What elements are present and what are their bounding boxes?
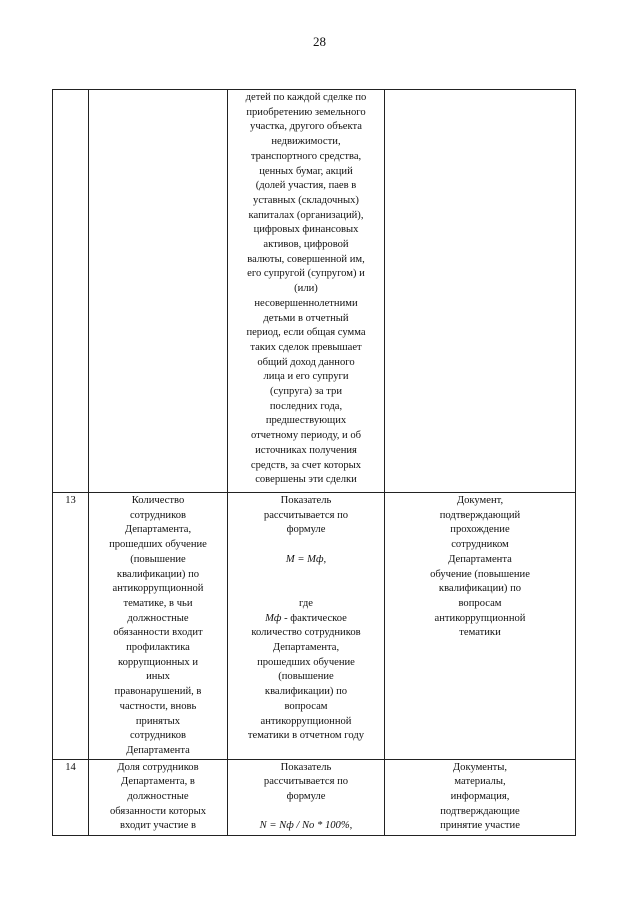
formula: N = Nф / No * 100%, — [259, 820, 353, 832]
calculation-method-cell: детей по каждой сделке по приобретению земельного участка, другого объекта недвижимости, транспортного средства, ценных бумаг, акций (долей участия, паев в уставных (складочных) капиталах (организаций), цифровых финансовых активов, цифровой валюты, совершенной им, его супругой (супругом) и (или) несовершеннолетними детьми в отчетный период, если общая сумма таких сделок превышает общий доход данного лица и его супруги (супруга) за три последних года, предшествующих отчетному периоду, и об источниках получения средств, за счет которых совершены эти сделки — [228, 90, 385, 493]
row-number-cell: 13 — [53, 493, 89, 760]
indicator-name-cell — [89, 90, 228, 493]
indicator-table — [52, 89, 576, 836]
calculation-intro: Показатель рассчитывается по формуле — [263, 495, 349, 536]
indicator-name-cell: Количество сотрудников Департамента, прошедших обучение (повышение квалификации) по антикоррупционной тематике, в чьи должностные обязанности входит профилактика коррупционных и иных правонарушений, в частности, вновь принятых сотрудников Департамента — [89, 493, 228, 760]
where-label: где — [299, 597, 313, 609]
calculation-intro: Показатель рассчитывается по формуле — [263, 761, 349, 803]
table-row — [53, 759, 576, 835]
table-row — [53, 493, 576, 760]
page-number: 28 — [313, 34, 326, 49]
indicator-name-cell: Доля сотрудников Департамента, в должностные обязанности которых входит участие в — [89, 759, 228, 835]
formula: М = Мф, — [285, 553, 327, 565]
row-number-cell: 14 — [53, 759, 89, 835]
calculation-method-cell — [228, 493, 385, 760]
source-document-cell: Документы, материалы, информация, подтверждающие принятие участие — [385, 759, 576, 835]
variable-explanation: - фактическое количество сотрудников Департамента, прошедших обучение (повышение квалификации) по вопросам антикоррупционной тематики в отчетном году — [247, 612, 365, 742]
calculation-method-cell — [228, 759, 385, 835]
table-row — [53, 90, 576, 493]
row-number-cell — [53, 90, 89, 493]
source-document-cell — [385, 90, 576, 493]
source-document-cell: Документ, подтверждающий прохождение сотрудником Департамента обучение (повышение квалификации) по вопросам антикоррупционной тематики — [385, 493, 576, 760]
formula-variable: Мф — [265, 612, 282, 624]
